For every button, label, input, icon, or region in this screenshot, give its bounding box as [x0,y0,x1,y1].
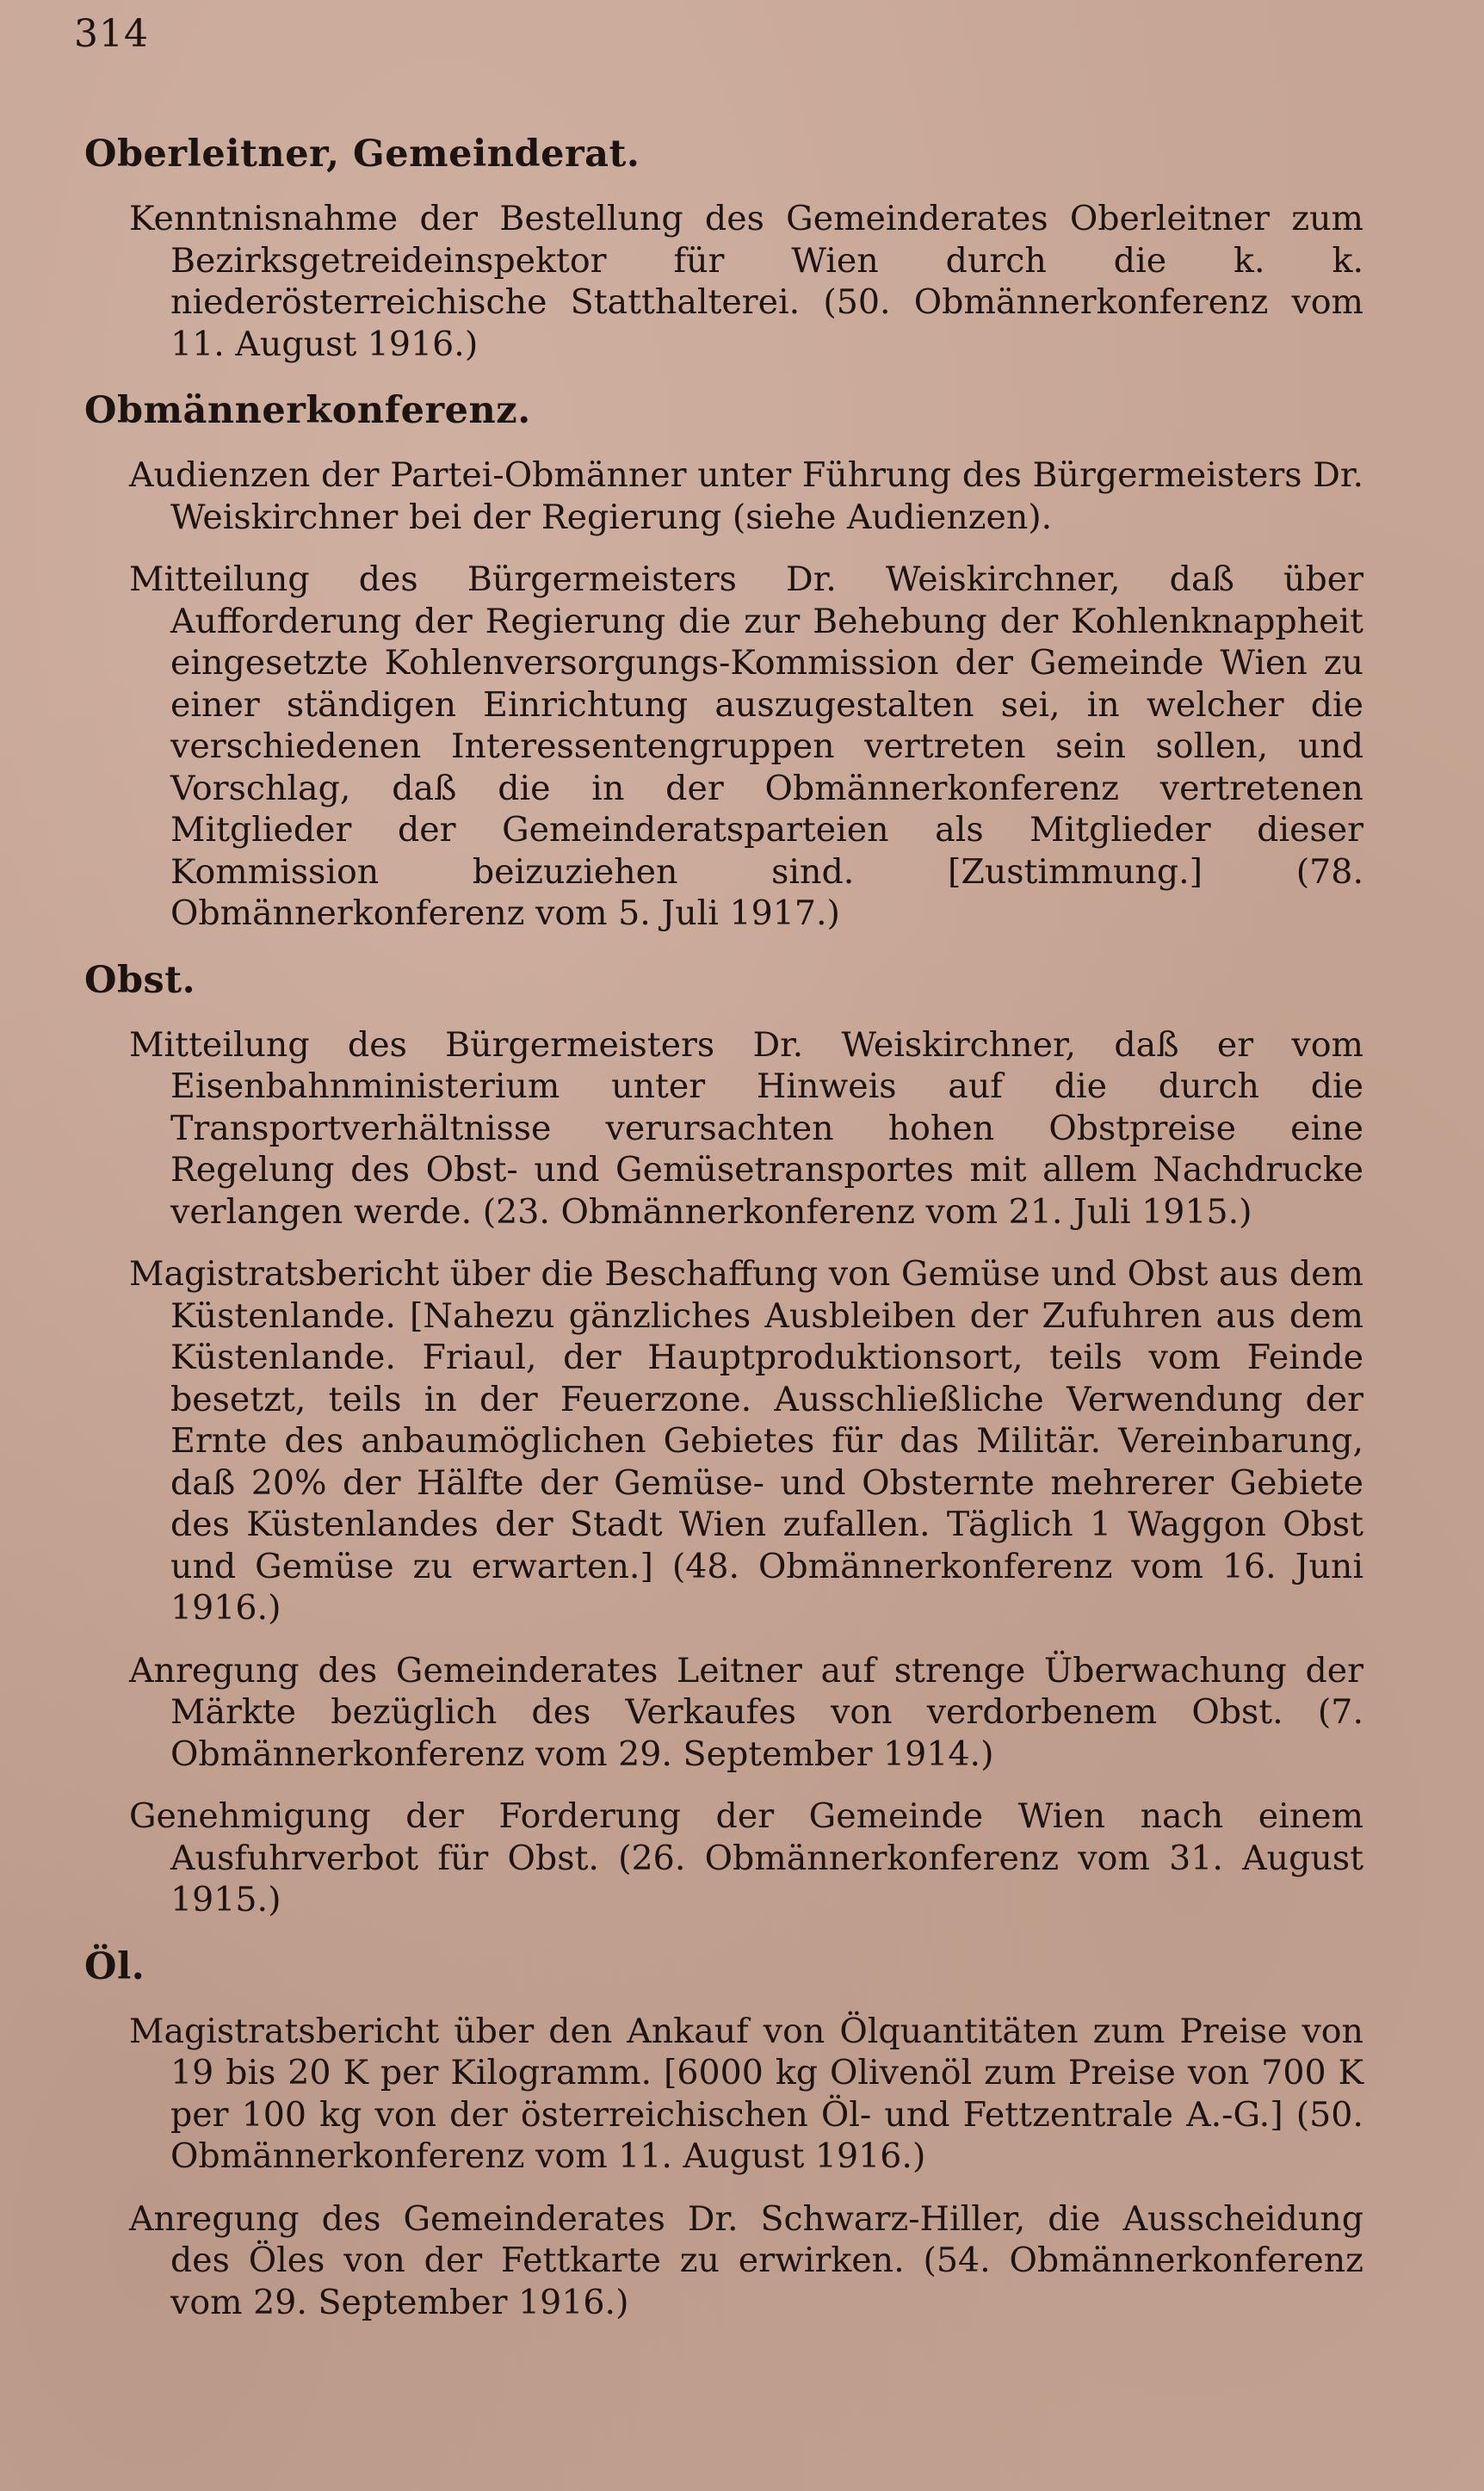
index-entry: Mitteilung des Bürgermeisters Dr. Weiskirchner, daß über Aufforderung der Regierung die zur Behebung der Kohlenknappheit eingesetzte Kohlenversorgungs-Kommission der Gemeinde Wien zu einer ständigen Einrichtung auszugestalten sei, in welcher die verschiedenen Interessentengruppen vertreten sein sollen, und Vorschlag, daß die in der Obmännerkonferenz vertretenen Mitglieder der Gemeinderatsparteien als Mitglieder dieser Kommission beizuziehen sind. [Zustimmung.] (78. Obmännerkonferenz vom 5. Juli 1917.) [129,559,1363,933]
section-oel [74,1942,1363,2324]
section-oberleitner [74,129,1363,365]
section-heading: Öl. [84,1944,145,1988]
section-obmaennerkonferenz [74,386,1363,935]
section-heading: Oberleitner, Gemeinderat. [84,133,640,176]
index-entry: Magistratsbericht über den Ankauf von Ölquantitäten zum Preise von 19 bis 20 K per Kilogramm. [6000 kg Olivenöl zum Preise von 700 K per 100 kg von der österreichischen Öl- und Fettzentrale A.-G.] (50. Obmännerkonferenz vom 11. August 1916.) [129,2011,1363,2176]
index-entry: Mitteilung des Bürgermeisters Dr. Weiskirchner, daß er vom Eisenbahnministerium unter Hinweis auf die durch die Transportverhältnisse verursachten hohen Obstpreise eine Regelung des Obst- und Gemüsetransportes mit allem Nachdrucke verlangen werde. (23. Obmännerkonferenz vom 21. Juli 1915.) [129,1024,1363,1232]
section-heading: Obst. [84,958,196,1002]
section-heading: Obmännerkonferenz. [84,389,531,432]
index-entry: Genehmigung der Forderung der Gemeinde Wien nach einem Ausfuhrverbot für Obst. (26. Obmännerkonferenz vom 31. August 1915.) [129,1796,1363,1919]
index-entry: Audienzen der Partei-Obmänner unter Führung des Bürgermeisters Dr. Weiskirchner bei der Regierung (siehe Audienzen). [129,455,1363,537]
page-number: 314 [74,12,149,56]
index-entry: Magistratsbericht über die Beschaffung von Gemüse und Obst aus dem Küstenlande. [Nahezu gänzliches Ausbleiben der Zufuhren aus dem Küstenlande. Friaul, der Hauptproduktionsort, teils vom Feinde besetzt, teils in der Feuerzone. Ausschließliche Verwendung der Ernte des anbaumöglichen Gebietes für das Militär. Vereinbarung, daß 20% der Hälfte der Gemüse- und Obsternte mehrerer Gebiete des Küstenlandes der Stadt Wien zufallen. Täglich 1 Waggon Obst und Gemüse zu erwarten.] (48. Obmännerkonferenz vom 16. Juni 1916.) [129,1254,1363,1628]
section-obst [74,955,1363,1921]
index-content [74,129,1363,2344]
index-entry: Anregung des Gemeinderates Dr. Schwarz-Hiller, die Ausscheidung des Öles von der Fettkarte zu erwirken. (54. Obmännerkonferenz vom 29. September 1916.) [129,2198,1363,2322]
index-entry: Kenntnisnahme der Bestellung des Gemeinderates Oberleitner zum Bezirksgetreideinspektor für Wien durch die k. k. niederösterreichische Statthalterei. (50. Obmännerkonferenz vom 11. August 1916.) [129,199,1363,364]
index-entry: Anregung des Gemeinderates Leitner auf strenge Überwachung der Märkte bezüglich des Verkaufes von verdorbenem Obst. (7. Obmännerkonferenz vom 29. September 1914.) [129,1650,1363,1774]
